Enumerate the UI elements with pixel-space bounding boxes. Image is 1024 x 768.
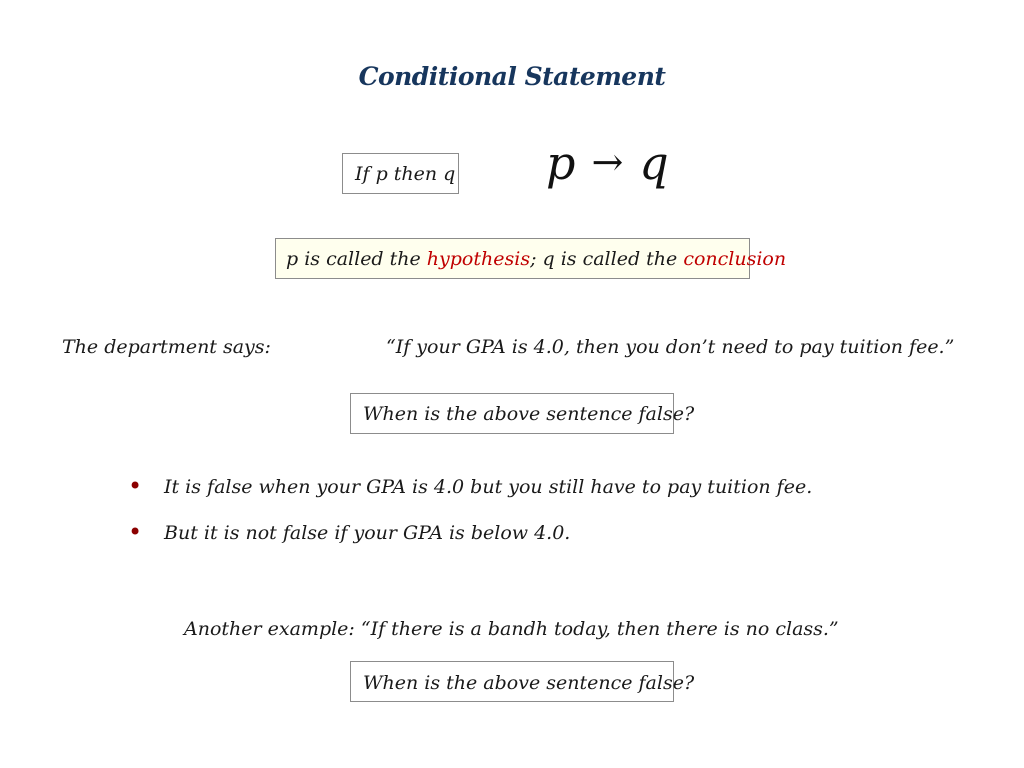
hypothesis-term: hypothesis (426, 248, 531, 270)
if-p-then-q-box (342, 153, 459, 194)
bullet-text-1: It is false when your GPA is 4.0 but you still have to pay tuition fee. (164, 476, 813, 498)
list-item (124, 518, 812, 570)
question-box-2 (350, 661, 695, 702)
question-text-2: When is the above sentence false? (363, 672, 695, 694)
conclusion-term: conclusion (683, 248, 787, 270)
bullet-list (124, 472, 813, 570)
bullet-text-2: But it is not false if your GPA is below 4.0. (164, 522, 571, 544)
department-quote: “If your GPA is 4.0, then you don’t need to pay tuition fee.” (386, 336, 955, 358)
hypothesis-text-part2: ; q is called the (530, 248, 684, 270)
hypothesis-text-part1: p is called the (286, 248, 427, 270)
question-box-1 (350, 393, 695, 434)
formula-q: q (639, 136, 669, 190)
if-p-then-q-text: If p then q (355, 163, 456, 185)
implication-formula (546, 136, 669, 190)
list-item (124, 472, 813, 524)
bullet-icon: • (128, 472, 143, 500)
bullet-icon: • (128, 518, 143, 546)
implication-arrow-icon: → (591, 140, 624, 184)
slide-title: Conditional Statement (358, 62, 666, 91)
another-example: Another example: “If there is a bandh today, then there is no class.” (184, 618, 839, 640)
department-label: The department says: (62, 336, 271, 358)
hypothesis-conclusion-box (275, 238, 787, 279)
formula-p: p (546, 136, 576, 190)
question-text-1: When is the above sentence false? (363, 403, 695, 425)
